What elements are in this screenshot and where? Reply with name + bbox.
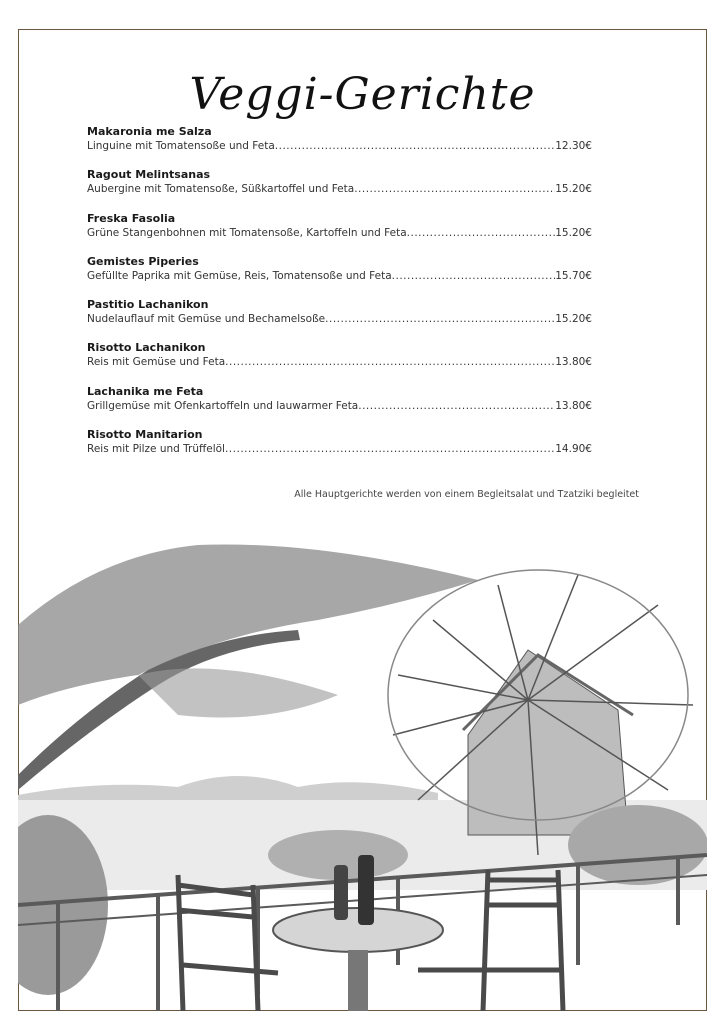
dot-leader (225, 442, 555, 457)
dot-leader (325, 312, 555, 327)
dot-leader (354, 182, 555, 197)
dish-price: 15.20€ (555, 183, 592, 196)
dish-description: Grillgemüse mit Ofenkartoffeln und lauwarmer Feta (87, 399, 359, 412)
dish-description: Reis mit Pilze und Trüffelöl (87, 443, 225, 456)
menu-item (87, 167, 592, 210)
dish-name: Makaronia me Salza (87, 125, 212, 138)
footnote: Alle Hauptgerichte werden von einem Begleitsalat und Tzatziki begleitet (294, 489, 639, 500)
dot-leader (392, 269, 556, 284)
dish-description: Gefüllte Paprika mit Gemüse, Reis, Tomatensoße und Feta (87, 269, 392, 282)
dot-leader (225, 355, 555, 370)
dish-name: Risotto Manitarion (87, 428, 203, 442)
menu-item (87, 340, 592, 383)
dish-price: 15.20€ (555, 226, 592, 239)
dish-name: Ragout Melintsanas (87, 168, 211, 182)
menu-item (87, 211, 592, 254)
dish-name: Freska Fasolia (87, 211, 176, 225)
dish-name: Lachanika me Feta (87, 384, 204, 398)
dish-description: Aubergine mit Tomatensoße, Süßkartoffel und Feta (87, 183, 355, 196)
dish-price: 14.90€ (555, 443, 592, 456)
dish-name: Gemistes Piperies (87, 254, 199, 268)
dish-price: 13.80€ (555, 399, 592, 412)
dish-name: Risotto Lachanikon (87, 341, 206, 355)
menu-item (87, 297, 592, 340)
menu-list (87, 124, 592, 470)
menu-item (87, 124, 592, 167)
menu-item (87, 427, 592, 470)
dish-description: Nudelauflauf mit Gemüse und Bechamelsoße (87, 313, 326, 326)
dot-leader (358, 399, 555, 414)
menu-item (87, 254, 592, 297)
dish-price: 13.80€ (555, 356, 592, 369)
dish-price: 15.20€ (555, 313, 592, 326)
windmill-terrace-illustration (18, 525, 707, 1011)
dish-description: Linguine mit Tomatensoße und Feta (87, 140, 275, 152)
olive-tree (18, 544, 478, 790)
dish-description: Grüne Stangenbohnen mit Tomatensoße, Kartoffeln und Feta (87, 226, 407, 239)
dish-price: 15.70€ (555, 269, 592, 282)
dot-leader (407, 226, 556, 241)
page-title: Veggi-Gerichte (189, 69, 536, 121)
dish-description: Reis mit Gemüse und Feta (87, 356, 226, 369)
menu-item (87, 384, 592, 427)
dish-name: Pastitio Lachanikon (87, 298, 209, 312)
dot-leader (275, 139, 555, 154)
dish-price: 12.30€ (555, 140, 592, 152)
